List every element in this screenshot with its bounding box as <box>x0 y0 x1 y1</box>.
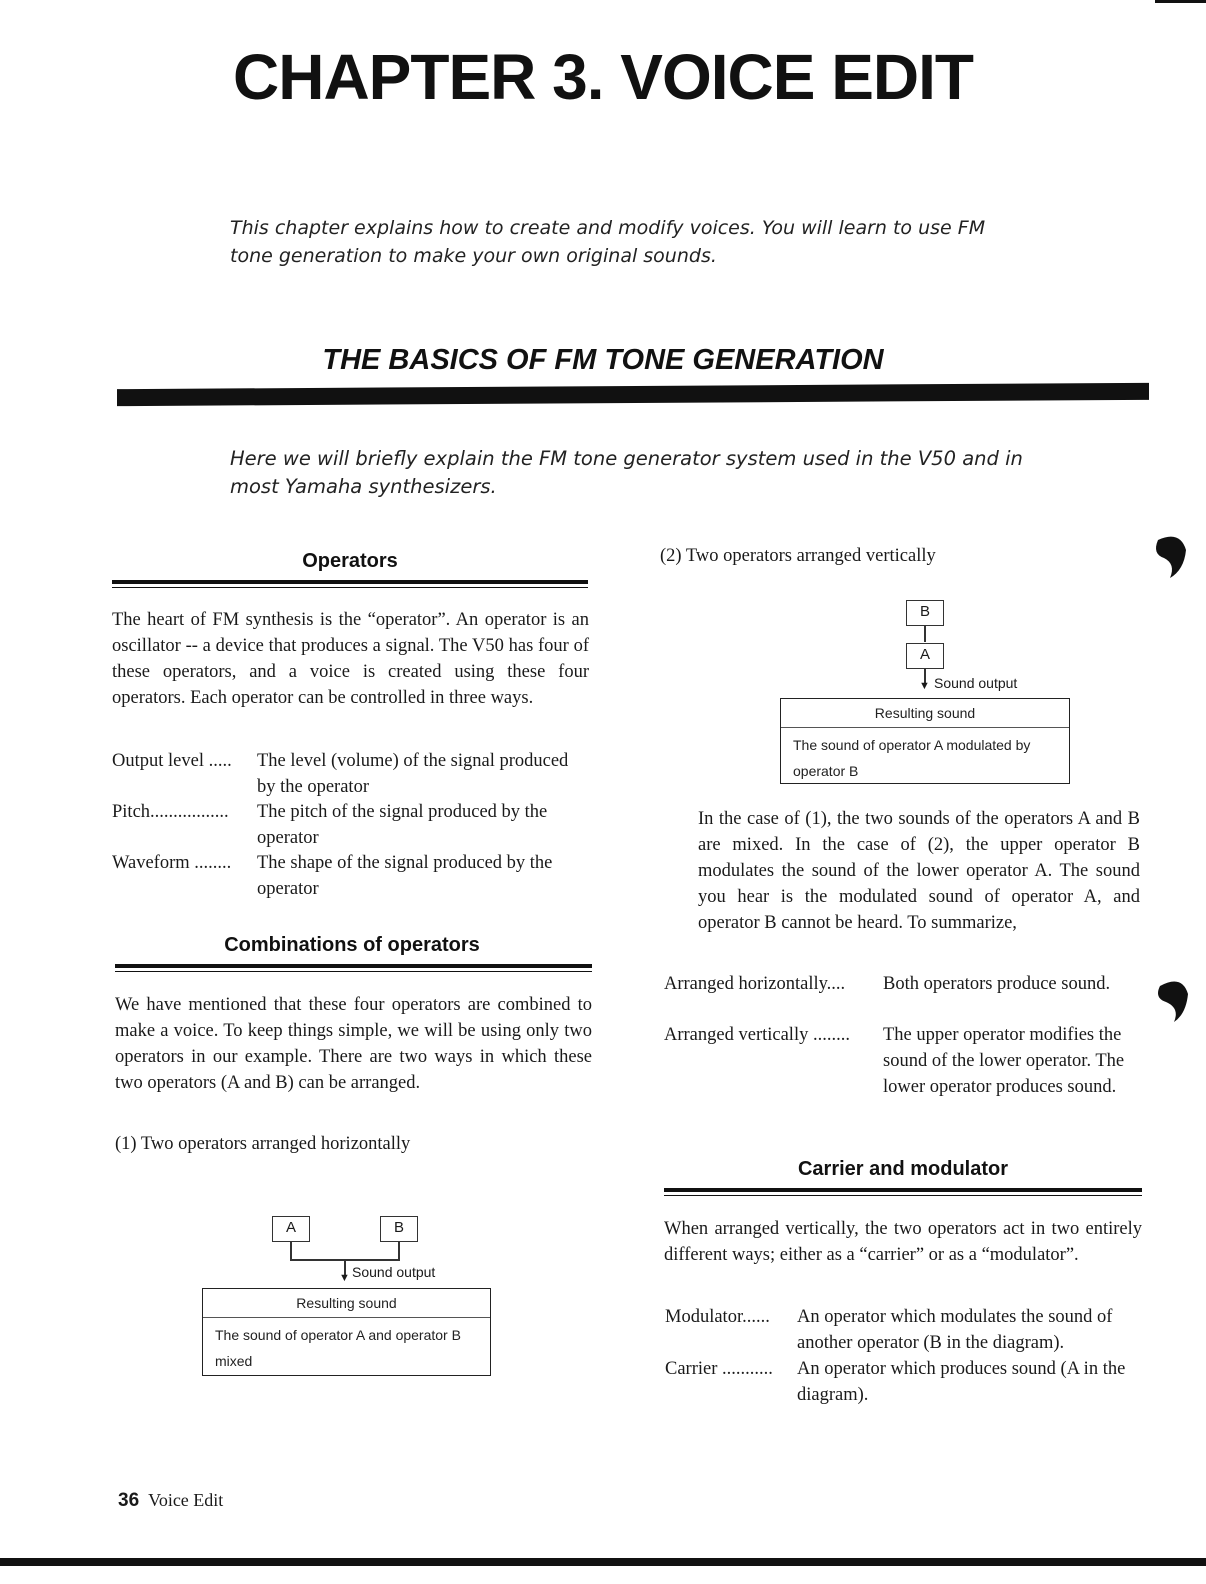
definition-desc: An operator which produces sound (A in the diagram). <box>797 1359 1126 1405</box>
definition-term: Arranged horizontally.... <box>664 974 846 994</box>
sound-output-label: Sound output <box>934 675 1018 691</box>
connector-line <box>398 1242 400 1260</box>
result-header: Resulting sound <box>781 699 1069 728</box>
operators-rule-thin <box>112 587 588 588</box>
definition-term: Pitch................. <box>112 802 229 822</box>
definition-waveform <box>112 850 592 902</box>
vertical-paragraph: In the case of (1), the two sounds of the operators A and B are mixed. In the case of (2), the upper operator B modulates the sound of the lower operator A. The sound you hear is the modulated sound of operator A, and operator B cannot be heard. To summarize, <box>698 809 1140 933</box>
chapter-title: CHAPTER 3. VOICE EDIT <box>233 41 973 113</box>
case2-label: (2) Two operators arranged vertically <box>660 546 936 566</box>
combinations-heading: Combinations of operators <box>224 934 480 956</box>
definition-desc: An operator which modulates the sound of another operator (B in the diagram). <box>797 1307 1113 1353</box>
definition-desc: The pitch of the signal produced by the operator <box>257 802 548 848</box>
definition-desc: Both operators produce sound. <box>883 974 1111 994</box>
carrier-heading: Carrier and modulator <box>797 1158 1009 1180</box>
combinations-paragraph: We have mentioned that these four operators are combined to make a voice. To keep things simple, we will be using only two operators in our example. There are two ways in which these two operators (A and B) can be arranged. <box>115 995 592 1093</box>
definition-carrier <box>665 1356 1145 1408</box>
operator-a-box: A <box>906 643 944 669</box>
index-tab-mark <box>1150 530 1190 580</box>
combinations-rule-thin <box>115 971 592 972</box>
definition-arranged-vertically <box>664 1022 1144 1126</box>
case1-label: (1) Two operators arranged horizontally <box>115 1134 411 1154</box>
carrier-paragraph: When arranged vertically, the two operators act in two entirely different ways; either as a “carrier” or as a “modulator”. <box>664 1219 1142 1265</box>
definition-desc: The shape of the signal produced by the operator <box>257 853 553 899</box>
down-arrow-icon: ▼ <box>339 1272 350 1284</box>
section-divider-bar <box>117 383 1149 406</box>
top-edge-mark <box>1155 0 1206 3</box>
operators-rule <box>112 580 588 584</box>
carrier-rule <box>664 1188 1142 1192</box>
carrier-rule-thin <box>664 1195 1142 1196</box>
chapter-intro: This chapter explains how to create and modify voices. You will learn to use FM tone generation to make your own original sounds. <box>230 217 986 267</box>
section-intro: Here we will briefly explain the FM tone generator system used in the V50 and in most Yamaha synthesizers. <box>230 447 1023 498</box>
footer-section-name: Voice Edit <box>148 1490 224 1510</box>
result-box <box>202 1288 491 1376</box>
definition-pitch <box>112 799 592 851</box>
definition-modulator <box>665 1304 1145 1356</box>
definition-term: Waveform ........ <box>112 853 232 873</box>
connector-line <box>924 626 926 642</box>
bottom-edge-bar <box>0 1558 1206 1566</box>
operator-b-box: B <box>906 600 944 626</box>
connector-line <box>290 1242 292 1260</box>
definition-term: Modulator...... <box>665 1307 770 1327</box>
section-title: THE BASICS OF FM TONE GENERATION <box>322 344 884 376</box>
down-arrow-icon: ▼ <box>919 680 930 692</box>
operators-paragraph: The heart of FM synthesis is the “operator”. An operator is an oscillator -- a device that produces a signal. The V50 has four of these operators, and a voice is created using these four operators. Each operator can be controlled in three ways. <box>112 610 589 708</box>
page-footer <box>118 1490 223 1512</box>
operators-heading: Operators <box>302 550 398 572</box>
definition-desc: The upper operator modifies the sound of the lower operator. The lower operator produces sound. <box>883 1025 1125 1097</box>
result-text: The sound of operator A modulated by operator B <box>793 737 1031 779</box>
index-tab-mark <box>1152 972 1192 1024</box>
combinations-rule <box>115 964 592 968</box>
sound-output-label: Sound output <box>352 1264 436 1280</box>
result-box <box>780 698 1070 784</box>
definition-output-level <box>112 748 592 800</box>
definition-term: Arranged vertically ........ <box>664 1025 850 1045</box>
page-number: 36 <box>118 1490 140 1511</box>
operator-a-box: A <box>272 1216 310 1242</box>
definition-arranged-horizontally <box>664 971 1144 1023</box>
operator-b-box: B <box>380 1216 418 1242</box>
result-text: The sound of operator A and operator B mixed <box>215 1327 461 1369</box>
definition-term: Carrier ........... <box>665 1359 773 1379</box>
result-header: Resulting sound <box>203 1289 490 1318</box>
definition-term: Output level ..... <box>112 751 232 771</box>
definition-desc: The level (volume) of the signal produced by the operator <box>257 751 569 797</box>
